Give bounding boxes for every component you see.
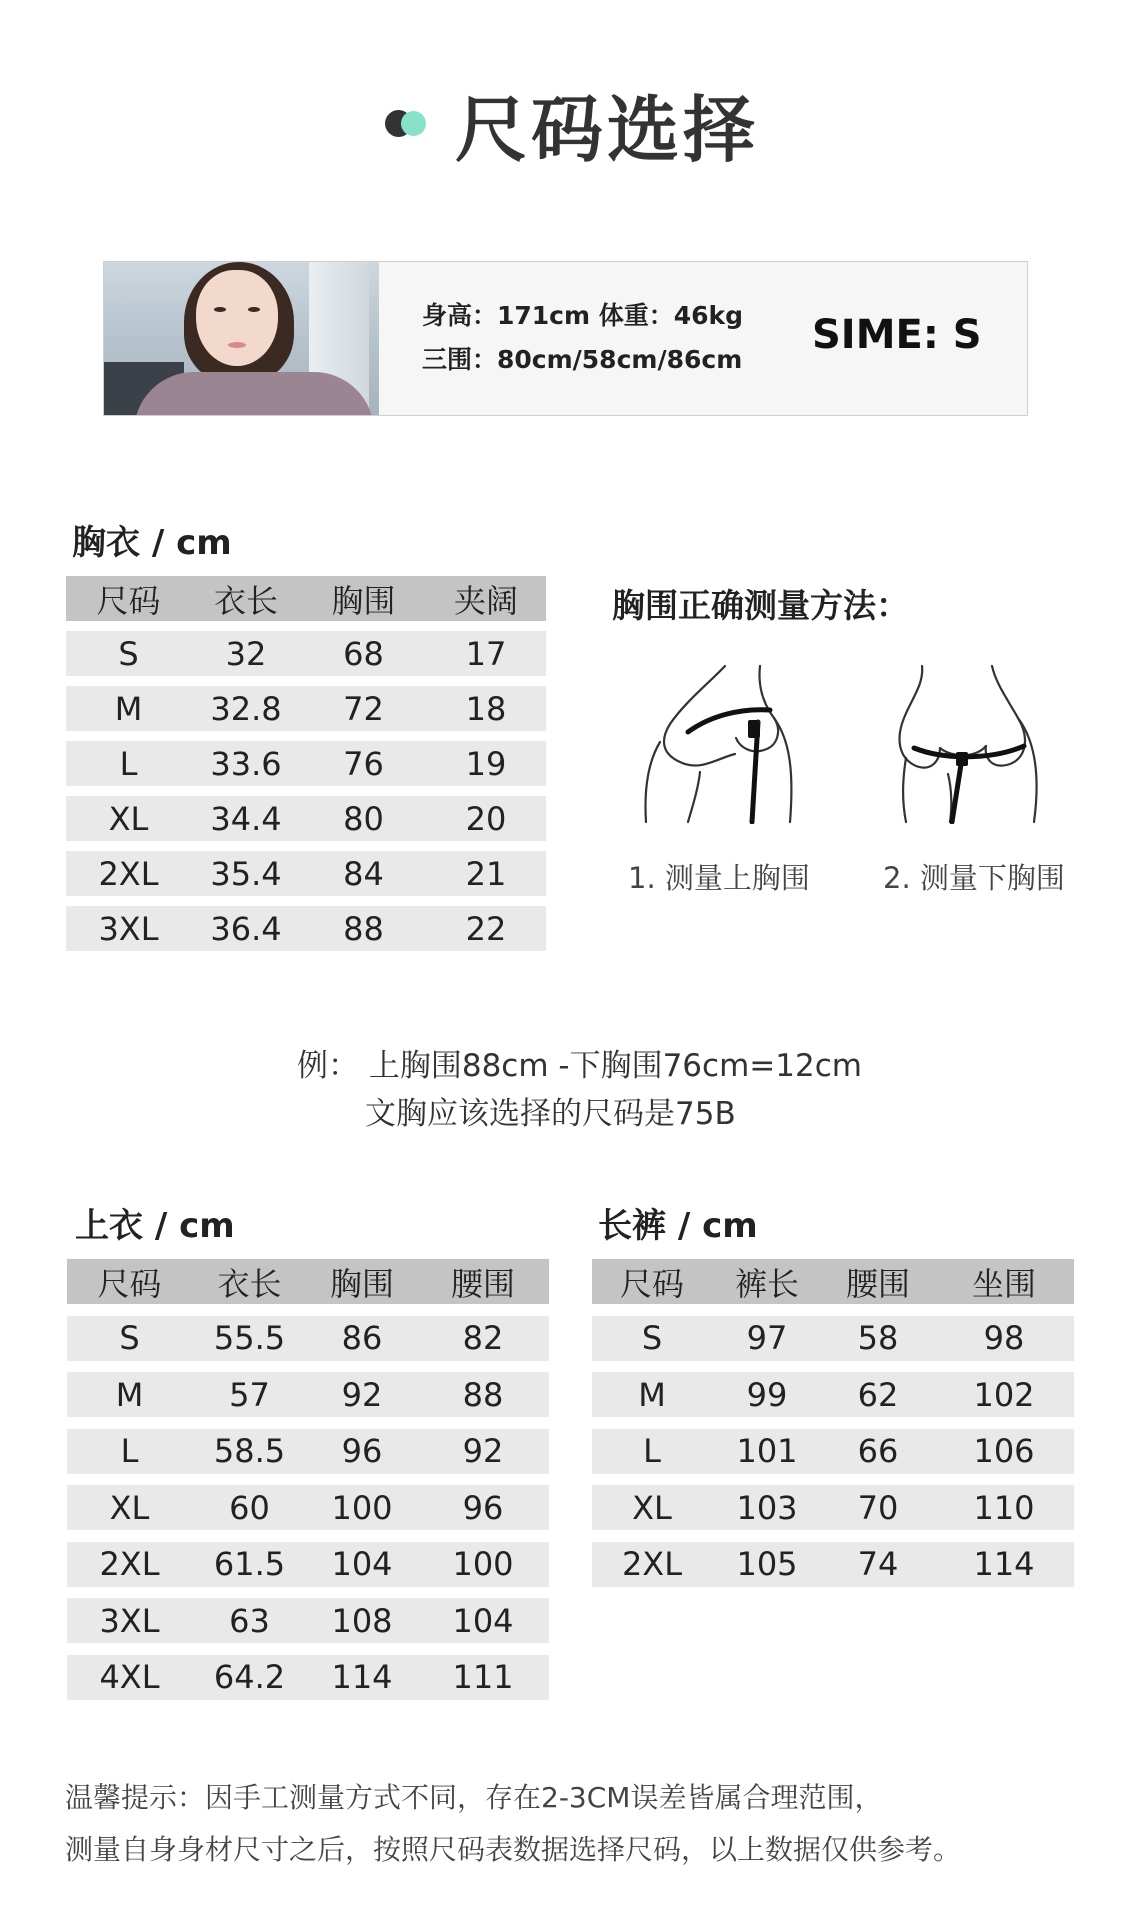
table-row xyxy=(66,741,546,786)
table-cell: 22 xyxy=(465,909,507,948)
measure-upper-bust-icon xyxy=(640,662,805,824)
table-cell: 33.6 xyxy=(210,744,282,783)
title-dots-icon xyxy=(385,110,435,140)
table-header-row xyxy=(67,1259,549,1304)
table-row xyxy=(592,1485,1074,1530)
table-header-cell: 坐围 xyxy=(971,1264,1036,1303)
table-cell: 64.2 xyxy=(213,1658,286,1696)
table-cell: 103 xyxy=(736,1488,798,1527)
table-cell: S xyxy=(118,634,139,673)
table-header-cell: 胸围 xyxy=(331,581,396,620)
example-calculation: 例： 上胸围88cm -下胸围76cm=12cm xyxy=(297,1048,862,1084)
table-cell: 58.5 xyxy=(213,1432,286,1470)
measure-under-bust-icon xyxy=(892,662,1047,824)
table-cell: 96 xyxy=(341,1432,383,1470)
table-cell: 76 xyxy=(343,744,384,783)
table-cell: L xyxy=(643,1432,661,1470)
table-row xyxy=(66,631,546,676)
table-cell: 105 xyxy=(736,1545,798,1583)
table-cell: 61.5 xyxy=(213,1545,286,1583)
table-cell: 96 xyxy=(462,1488,504,1527)
table-cell: 4XL xyxy=(99,1658,160,1696)
table-cell: 72 xyxy=(343,689,384,728)
table-cell: 21 xyxy=(465,854,507,893)
table-cell: 106 xyxy=(973,1432,1035,1470)
measure-method-title: 胸围正确测量方法： xyxy=(612,586,909,625)
table-cell: 110 xyxy=(973,1488,1035,1527)
table-cell: 55.5 xyxy=(213,1319,286,1357)
table-cell: L xyxy=(120,1432,139,1470)
table-cell: 104 xyxy=(331,1545,393,1583)
table-cell: 88 xyxy=(343,909,384,948)
table-header-cell: 衣长 xyxy=(213,581,278,620)
table-cell: 32 xyxy=(225,634,267,673)
table-cell: L xyxy=(119,744,138,783)
table-cell: 60 xyxy=(229,1488,270,1527)
table-cell: 36.4 xyxy=(210,909,282,948)
model-size: SIME: S xyxy=(812,312,982,358)
table-row xyxy=(592,1429,1074,1474)
table-cell: 63 xyxy=(229,1601,270,1640)
table-header-cell: 尺码 xyxy=(96,581,161,620)
table-cell: 2XL xyxy=(98,854,159,893)
example-result: 文胸应该选择的尺码是75B xyxy=(365,1096,736,1132)
table-cell: 99 xyxy=(746,1375,788,1414)
table-cell: 18 xyxy=(465,689,507,728)
measure-caption-under: 2. 测量下胸围 xyxy=(883,861,1065,895)
table-header-row xyxy=(66,576,546,621)
table-row xyxy=(592,1372,1074,1417)
table-cell: M xyxy=(115,1375,144,1414)
table-cell: M xyxy=(638,1375,666,1414)
table-cell: 86 xyxy=(341,1319,383,1357)
table-cell: 111 xyxy=(452,1658,514,1696)
table-cell: 88 xyxy=(462,1375,504,1414)
table-cell: S xyxy=(119,1319,140,1357)
model-photo xyxy=(104,262,379,415)
table-cell: 84 xyxy=(343,854,384,893)
table-cell: 100 xyxy=(331,1488,393,1527)
table-row xyxy=(592,1542,1074,1587)
table-header-cell: 尺码 xyxy=(97,1264,162,1303)
table-cell: 104 xyxy=(452,1601,514,1640)
table-cell: 97 xyxy=(746,1319,788,1357)
tip-line-1: 温馨提示：因手工测量方式不同，存在2-3CM误差皆属合理范围， xyxy=(65,1781,883,1814)
model-measurements: 三围：80cm/58cm/86cm xyxy=(422,345,743,374)
table-cell: S xyxy=(641,1319,663,1357)
table-cell: XL xyxy=(108,799,149,838)
table-cell: 70 xyxy=(857,1488,899,1527)
table-cell: 101 xyxy=(736,1432,798,1470)
table-header-cell: 尺码 xyxy=(619,1264,684,1303)
table-header-cell: 夹阔 xyxy=(453,581,518,620)
table-cell: 66 xyxy=(857,1432,899,1470)
tip-line-2: 测量自身身材尺寸之后，按照尺码表数据选择尺码，以上数据仅供参考。 xyxy=(65,1833,962,1866)
table-row xyxy=(67,1429,549,1474)
table-header-cell: 胸围 xyxy=(329,1264,394,1303)
measure-caption-upper: 1. 测量上胸围 xyxy=(628,861,810,895)
table-row xyxy=(67,1316,549,1361)
table-row xyxy=(67,1485,549,1530)
table-cell: 17 xyxy=(465,634,507,673)
table-cell: 114 xyxy=(331,1658,393,1696)
table-cell: 100 xyxy=(452,1545,514,1583)
table-cell: 2XL xyxy=(621,1545,683,1583)
table-cell: 19 xyxy=(465,744,507,783)
table-row xyxy=(66,796,546,841)
table-row xyxy=(67,1542,549,1587)
table-header-cell: 衣长 xyxy=(217,1264,282,1303)
table-header-cell: 腰围 xyxy=(845,1264,910,1303)
table-cell: M xyxy=(114,689,143,728)
model-info-card xyxy=(103,261,1028,416)
top-size-table xyxy=(67,1259,549,1700)
table-row xyxy=(66,851,546,896)
page-title: 尺码选择 xyxy=(455,88,760,172)
top-table-title: 上衣 / cm xyxy=(75,1206,235,1246)
table-cell: 82 xyxy=(462,1319,504,1357)
model-height-weight: 身高：171cm 体重：46kg xyxy=(422,301,744,330)
table-cell: 58 xyxy=(857,1319,899,1357)
table-cell: 3XL xyxy=(99,1601,160,1640)
table-cell: 35.4 xyxy=(210,854,282,893)
table-cell: 108 xyxy=(331,1601,393,1640)
table-cell: 92 xyxy=(462,1432,504,1470)
table-cell: 80 xyxy=(343,799,384,838)
table-cell: 102 xyxy=(973,1375,1035,1414)
table-row xyxy=(67,1598,549,1643)
table-cell: XL xyxy=(632,1488,672,1527)
table-row xyxy=(67,1655,549,1700)
table-cell: 62 xyxy=(857,1375,899,1414)
bra-table-title: 胸衣 / cm xyxy=(72,523,232,563)
table-cell: 98 xyxy=(983,1319,1025,1357)
table-cell: 68 xyxy=(343,634,384,673)
table-header-row xyxy=(592,1259,1074,1304)
table-row xyxy=(592,1316,1074,1361)
bra-size-table xyxy=(66,576,546,951)
table-cell: 20 xyxy=(465,799,507,838)
table-cell: 92 xyxy=(341,1375,383,1414)
table-cell: XL xyxy=(109,1488,150,1527)
pants-table-title: 长裤 / cm xyxy=(598,1206,758,1246)
table-row xyxy=(66,686,546,731)
table-header-cell: 裤长 xyxy=(734,1264,799,1303)
table-cell: 32.8 xyxy=(210,689,282,728)
page-header xyxy=(0,80,1140,180)
table-cell: 74 xyxy=(857,1545,899,1583)
table-cell: 57 xyxy=(229,1375,270,1414)
table-row xyxy=(66,906,546,951)
table-cell: 2XL xyxy=(99,1545,160,1583)
table-header-cell: 腰围 xyxy=(450,1264,515,1303)
table-cell: 34.4 xyxy=(210,799,282,838)
table-row xyxy=(67,1372,549,1417)
pants-size-table xyxy=(592,1259,1074,1587)
table-cell: 3XL xyxy=(98,909,159,948)
table-cell: 114 xyxy=(973,1545,1035,1583)
